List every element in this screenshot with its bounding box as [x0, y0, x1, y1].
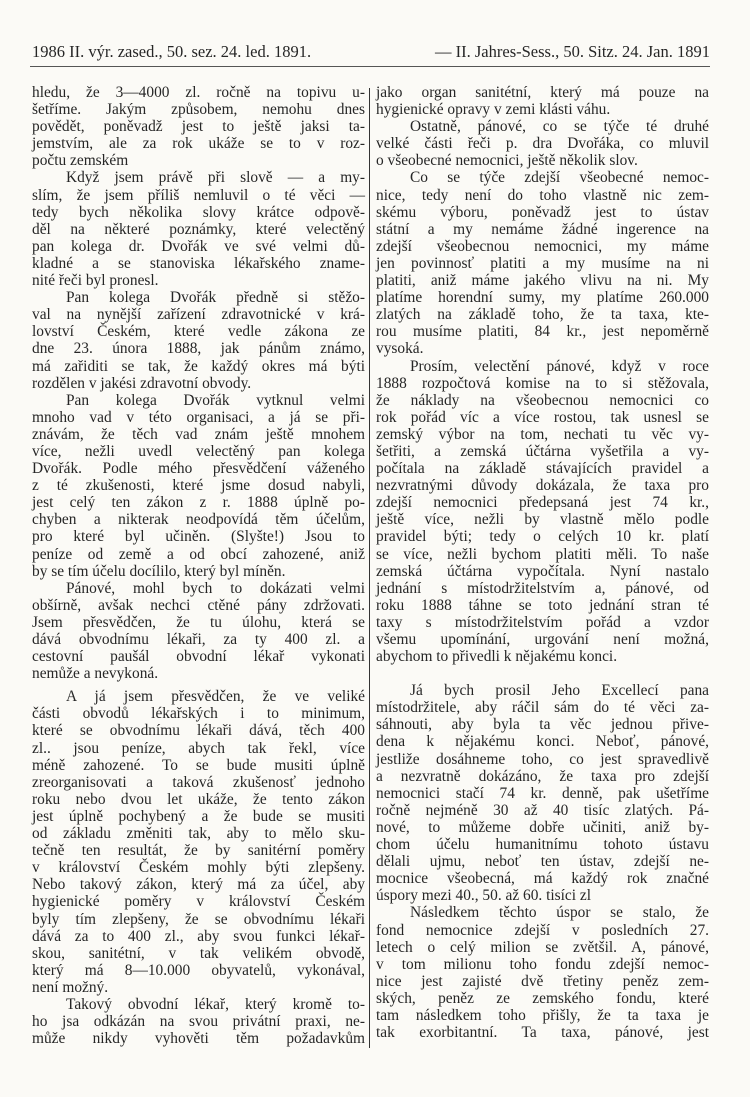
text-line: zemský výbor na tom, nechati tu věc vy-: [376, 425, 709, 443]
text-line: fond nemocnice zdejší v posledních 27.: [376, 921, 709, 939]
text-line: taxy s místodržitelstvím pořád a vzdor: [376, 613, 709, 631]
text-line: zdejší nemocnici předepsaná jest 74 kr.,: [376, 494, 709, 512]
text-line: pro které byl učiněn. (Slyšte!) Jsou to: [32, 528, 365, 546]
text-line: roku nebo dvou let ukáže, že tento zákon: [32, 790, 365, 808]
text-line: abychom to přivedli k nějakému konci.: [376, 648, 618, 666]
text-line: 1888 rozpočtová komise na to si stěžovala,: [376, 374, 709, 392]
text-line: nové, to můžeme dobře učiniti, aniž by-: [376, 818, 709, 836]
text-line: tak exorbitantní. Ta taxa, pánové, jest: [376, 1024, 709, 1042]
text-line: více, nežli uvedl velectěný pan kolega: [32, 442, 365, 460]
text-line: ských, peněz ze zemského fondu, které: [376, 989, 709, 1007]
text-line: Následkem těchto úspor se stalo, že: [410, 904, 709, 922]
paragraph: [376, 904, 709, 1041]
header-german: — II. Jahres-Sess., 50. Sitz. 24. Jan. 1891: [435, 42, 710, 61]
text-line: nice jest zajisté dvě třetiny peněz zem-: [376, 972, 709, 990]
text-line: znávám, že těch vad znám ještě mnohem: [32, 425, 365, 443]
text-line: nemůže a nevykoná.: [32, 665, 159, 683]
text-line: dělali ujmu, neboť ten ústav, zdejší ne-: [376, 853, 709, 871]
paragraph: [32, 289, 365, 392]
text-line: povědět, poněvadž jest to ještě jaksi ta-: [32, 118, 365, 136]
text-line: Takový obvodní lékař, který kromě to-: [66, 995, 365, 1013]
text-line: ještě více, nežli by vlastně mělo podle: [376, 511, 709, 529]
text-line: úspory mezi 40., 50. až 60. tisíci zl: [376, 887, 591, 905]
paragraph: [376, 118, 709, 169]
paragraph: [32, 580, 365, 683]
text-line: nemocnici stačí 74 kr. denně, pak ušetříme: [376, 784, 709, 802]
text-line: hygienické poměry v království Českém: [32, 893, 365, 911]
page-header: [32, 38, 710, 64]
text-line: jest úplně pochybený a že bude se musiti: [32, 807, 365, 825]
text-line: chom účelu humanitnímu tohoto ústavu: [376, 836, 709, 854]
text-line: Jsem přesvědčen, že tu úlohu, která se: [32, 613, 365, 631]
text-line: Když jsem právě při slově — a my-: [66, 169, 365, 187]
text-line: nezvratnými důvody dokázala, že taxa pro: [376, 477, 709, 495]
text-line: Dvořák. Podle mého přesvědčení váženého: [32, 460, 365, 478]
text-line: v tom milionu toho fondu zdejší nemoc-: [376, 955, 709, 973]
text-line: dena k nějakému konci. Neboť, pánové,: [376, 733, 709, 751]
text-line: peníze od země a od obcí zahozené, aniž: [32, 545, 365, 563]
text-line: méně zahozené. To se bude musiti úplně: [32, 756, 365, 774]
text-line: jest celý ten zákon z r. 1888 úplně po-: [32, 494, 365, 512]
text-line: Pánové, mohl bych to dokázati velmi: [66, 579, 365, 597]
text-line: mocnice všeobecná, má každý rok značné: [376, 870, 709, 888]
text-line: rok pořád víc a více rostou, tak usnesl se: [376, 408, 709, 426]
left-column: [32, 84, 365, 1047]
text-line: Co se týče zdejší všeobecné nemoc-: [410, 169, 709, 187]
text-line: které se obvodnímu lékaři dává, těch 400: [32, 722, 365, 740]
text-line: nice, tedy není do toho vlastně nic zem-: [376, 186, 709, 204]
text-line: hygienické opravy v zemi klásti váhu.: [376, 101, 611, 119]
text-line: se více, nežli bychom platiti měli. To naše: [376, 545, 709, 563]
text-line: jemstvím, ale za rok ukáže se to v roz-: [32, 135, 365, 153]
text-line: pan kolega dr. Dvořák ve své velmi dů-: [32, 237, 365, 255]
text-line: byly tím zlepšeny, že se obvodnímu lékaři: [32, 910, 365, 928]
header-czech: 1986 II. výr. zased., 50. sez. 24. led. 1891.: [32, 42, 312, 61]
text-line: dává obvodnímu lékaři, za ty 400 zl. a: [32, 631, 365, 648]
text-line: nité řeči byl pronesl.: [32, 272, 159, 290]
text-line: A já jsem přesvědčen, že ve veliké: [66, 688, 365, 706]
paragraph: [32, 169, 365, 289]
text-line: zl.. jsou peníze, abych tak řekl, více: [32, 739, 365, 757]
text-line: počítala na základě stávajících pravidel a: [376, 460, 709, 478]
column-divider: [369, 88, 370, 1048]
text-line: státní a my nemáme žádné ingerence na: [376, 220, 709, 238]
text-line: všemu upomínání, urgování není možná,: [376, 631, 709, 648]
text-line: by se tím účelu docílilo, který byl míněn.: [32, 562, 286, 580]
text-line: pravidel býti; tedy o celých 10 kr. platí: [376, 528, 709, 546]
text-line: mnoho vad v této organisaci, a já se při-: [32, 408, 365, 426]
text-line: zdejší všeobecnou nemocnici, my máme: [376, 237, 709, 255]
text-line: který má 8—10.000 obyvatelů, vykonával,: [32, 961, 365, 979]
text-line: roku 1888 táhne se toto jednání stran té: [376, 596, 709, 614]
text-line: jednání s místodržitelstvím a, pánové, od: [376, 579, 709, 597]
text-line: počtu zemském: [32, 152, 129, 170]
text-line: sáhnouti, aby byla ta věc jednou přive-: [376, 716, 709, 734]
text-line: cestovní paušál obvodní lékař vykonati: [32, 648, 365, 666]
paragraph: [376, 84, 709, 118]
text-line: od základu změniti tak, aby to mělo sku-: [32, 825, 365, 843]
text-line: tečně ten resultát, že by sanitérní poměry: [32, 842, 365, 860]
text-line: dne 23. února 1888, jak pánům známo,: [32, 340, 365, 358]
text-line: rou musíme platiti, 84 kr., jest nepoměrně: [376, 323, 709, 341]
text-line: o všeobecné nemocnici, ještě několik slov.: [376, 152, 638, 170]
paragraph: [32, 996, 365, 1047]
text-line: zreorganisovati a taková zkušenosť jednoho: [32, 773, 365, 791]
paragraph: [376, 358, 709, 666]
paragraph: [376, 682, 709, 904]
text-line: šetříme. Jakým způsobem, nemohu dnes: [32, 101, 365, 119]
text-line: obšírně, avšak nechci ctěné pány zdržovati.: [32, 596, 365, 614]
text-line: Nebo takový zákon, který má za účel, aby: [32, 876, 365, 894]
text-line: může nikdy vyhověti těm požadavkům: [32, 1030, 365, 1048]
text-line: má zařiditi se tak, že každý okres má býti: [32, 357, 365, 375]
text-line: slím, že jsem příliš nemluvil o té věci —: [32, 186, 365, 204]
text-line: zlatých na základě toho, že ta taxa, kte-: [376, 306, 709, 324]
text-line: není možný.: [32, 978, 109, 996]
text-line: Já bych prosil Jeho Excellecí pana: [410, 682, 709, 700]
text-line: šetřiti, a zemská účtárna vyšetřila a vy-: [376, 442, 709, 460]
text-line: části obvodů lékařských i to minimum,: [32, 705, 365, 723]
text-line: Pan kolega Dvořák předně si stěžo-: [66, 289, 365, 307]
text-line: jako organ sanitétní, který má pouze na: [376, 84, 709, 101]
text-line: platíme horendní sumy, my platíme 260.000: [376, 289, 709, 307]
text-line: tam následkem toho přišly, že ta taxa je: [376, 1006, 709, 1024]
text-line: skou, sanitétní, v tak velikém obvodě,: [32, 944, 365, 962]
text-line: z té zkušenosti, které jsme dosud nabyli,: [32, 477, 365, 495]
text-line: že náklady na všeobecnou nemocnici co: [376, 391, 709, 409]
text-line: ho jsa odkázán na svou privátní praxi, ne-: [32, 1013, 365, 1031]
text-line: místodržitele, aby ráčil sám do té věci za-: [376, 699, 709, 717]
header-rule: [30, 66, 710, 67]
text-line: Ostatně, pánové, co se týče té druhé: [410, 118, 709, 136]
text-line: rozdělen v jakési zdravotní obvody.: [32, 374, 252, 392]
right-column: [376, 84, 709, 1041]
text-line: chyben a nikterak neodpovídá těm účelům,: [32, 511, 365, 529]
text-line: velké části řeči p. dra Dvořáka, co mluvil: [376, 135, 709, 153]
text-line: skému výboru, poněvadž jest to ústav: [376, 203, 709, 221]
text-line: tedy bych několika slovy krátce odpově-: [32, 203, 365, 221]
text-line: Prosím, velectění pánové, když v roce: [410, 357, 709, 375]
text-line: lovství Českém, které vedle zákona ze: [32, 323, 365, 341]
text-line: jestliže dosáhneme toho, co jest spravedlivě: [376, 750, 709, 768]
paragraph: [32, 392, 365, 580]
text-line: kladné a se stanoviska lékařského zname-: [32, 254, 365, 272]
text-line: vysoká.: [376, 340, 424, 358]
text-line: zemská účtárna vypočítala. Nyní nastalo: [376, 562, 709, 580]
text-line: jen povinnosť platiti a my musíme na ni: [376, 254, 709, 272]
text-line: a nezvratně dokázáno, že taxa pro zdejší: [376, 767, 709, 785]
text-line: platiti, aniž máme jakého vlivu na ni. My: [376, 272, 709, 290]
text-line: v království Českém mohly býti zlepšeny.: [32, 859, 365, 877]
text-line: hledu, že 3—4000 zl. ročně na topivu u-: [32, 84, 365, 101]
text-line: letech o celý milion se zvětšil. A, pánové,: [376, 938, 709, 956]
text-line: děl na některé poznámky, které velectěný: [32, 220, 365, 238]
text-line: Pan kolega Dvořák vytknul velmi: [66, 391, 365, 409]
text-line: dává za to 400 zl., aby svou funkci lékař-: [32, 927, 365, 945]
paragraph: [32, 84, 365, 169]
text-line: val na nynější zařízení zdravotnické v krá-: [32, 306, 365, 324]
paragraph: [376, 169, 709, 357]
text-line: ročně nejméně 30 až 40 tisíc zlatých. Pá-: [376, 801, 709, 819]
paragraph: [32, 688, 365, 996]
